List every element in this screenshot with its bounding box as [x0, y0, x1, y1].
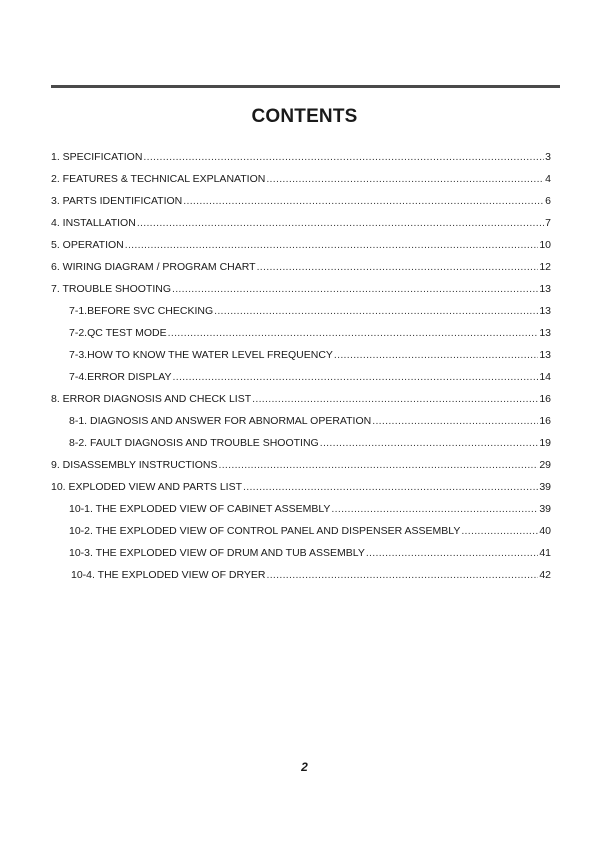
toc-entry-wiring-diagram[interactable] — [51, 261, 551, 283]
dot-leader — [143, 151, 544, 163]
toc-entry-operation[interactable] — [51, 239, 551, 261]
dot-leader — [372, 415, 538, 427]
toc-entry-label: 1. SPECIFICATION — [51, 151, 143, 163]
toc-entry-label: 10-3. THE EXPLODED VIEW OF DRUM AND TUB ASSEMBLY — [69, 547, 365, 559]
dot-leader — [331, 503, 538, 515]
toc-entry-fault-diagnosis[interactable] — [51, 437, 551, 459]
toc-entry-page: 14 — [539, 371, 551, 383]
dot-leader — [461, 525, 538, 537]
toc-entry-page: 4 — [545, 173, 551, 185]
toc-entry-page: 13 — [539, 305, 551, 317]
toc-entry-label: 10-4. THE EXPLODED VIEW OF DRYER — [71, 569, 266, 581]
dot-leader — [183, 195, 544, 207]
toc-entry-page: 40 — [539, 525, 551, 537]
dot-leader — [173, 371, 539, 383]
dot-leader — [125, 239, 539, 251]
toc-entry-page: 39 — [539, 503, 551, 515]
toc-entry-page: 13 — [539, 327, 551, 339]
dot-leader — [334, 349, 538, 361]
toc-entry-label: 7. TROUBLE SHOOTING — [51, 283, 171, 295]
toc-entry-features[interactable] — [51, 173, 551, 195]
toc-entry-abnormal-operation[interactable] — [51, 415, 551, 437]
page-number: 2 — [301, 760, 308, 774]
toc-entry-label: 8-2. FAULT DIAGNOSIS AND TROUBLE SHOOTING — [69, 437, 319, 449]
dot-leader — [320, 437, 539, 449]
toc-entry-trouble-shooting[interactable] — [51, 283, 551, 305]
toc-entry-page: 12 — [539, 261, 551, 273]
toc-entry-page: 3 — [545, 151, 551, 163]
toc-entry-label: 7-1.BEFORE SVC CHECKING — [69, 305, 214, 317]
toc-entry-dryer[interactable] — [51, 569, 551, 591]
dot-leader — [137, 217, 544, 229]
dot-leader — [266, 173, 544, 185]
toc-entry-label: 8. ERROR DIAGNOSIS AND CHECK LIST — [51, 393, 252, 405]
toc-entry-page: 41 — [539, 547, 551, 559]
toc-entry-specification[interactable] — [51, 151, 551, 173]
dot-leader — [252, 393, 538, 405]
toc-entry-page: 10 — [539, 239, 551, 251]
toc-entry-label: 10-1. THE EXPLODED VIEW OF CABINET ASSEMBLY — [69, 503, 331, 515]
toc-entry-before-svc-checking[interactable] — [51, 305, 551, 327]
dot-leader — [243, 481, 538, 493]
dot-leader — [214, 305, 538, 317]
toc-entry-label: 5. OPERATION — [51, 239, 124, 251]
toc-entry-label: 7-2.QC TEST MODE — [69, 327, 167, 339]
toc-entry-label: 4. INSTALLATION — [51, 217, 136, 229]
dot-leader — [218, 459, 538, 471]
dot-leader — [267, 569, 539, 581]
toc-entry-page: 13 — [539, 349, 551, 361]
toc-entry-disassembly[interactable] — [51, 459, 551, 481]
toc-entry-page: 7 — [545, 217, 551, 229]
toc-entry-page: 16 — [539, 415, 551, 427]
toc-entry-water-level-frequency[interactable] — [51, 349, 551, 371]
dot-leader — [366, 547, 538, 559]
toc-entry-cabinet-assembly[interactable] — [51, 503, 551, 525]
dot-leader — [168, 327, 539, 339]
toc-entry-parts-identification[interactable] — [51, 195, 551, 217]
toc-entry-page: 29 — [539, 459, 551, 471]
toc-entry-label: 10. EXPLODED VIEW AND PARTS LIST — [51, 481, 243, 493]
dot-leader — [257, 261, 539, 273]
toc-entry-qc-test-mode[interactable] — [51, 327, 551, 349]
toc-entry-label: 9. DISASSEMBLY INSTRUCTIONS — [51, 459, 218, 471]
toc-entry-label: 8-1. DIAGNOSIS AND ANSWER FOR ABNORMAL OPERATION — [69, 415, 372, 427]
toc-entry-label: 7-3.HOW TO KNOW THE WATER LEVEL FREQUENCY — [69, 349, 333, 361]
toc-entry-label: 3. PARTS IDENTIFICATION — [51, 195, 183, 207]
toc-entry-label: 6. WIRING DIAGRAM / PROGRAM CHART — [51, 261, 256, 273]
top-divider-rule — [51, 85, 560, 88]
toc-entry-error-display[interactable] — [51, 371, 551, 393]
toc-entry-installation[interactable] — [51, 217, 551, 239]
toc-entry-label: 10-2. THE EXPLODED VIEW OF CONTROL PANEL AND DISPENSER ASSEMBLY — [69, 525, 461, 537]
table-of-contents — [51, 151, 551, 591]
toc-entry-page: 39 — [539, 481, 551, 493]
toc-entry-label: 2. FEATURES & TECHNICAL EXPLANATION — [51, 173, 266, 185]
toc-entry-drum-tub-assembly[interactable] — [51, 547, 551, 569]
toc-entry-label: 7-4.ERROR DISPLAY — [69, 371, 172, 383]
toc-entry-page: 6 — [545, 195, 551, 207]
toc-entry-page: 19 — [539, 437, 551, 449]
toc-entry-page: 16 — [539, 393, 551, 405]
toc-entry-page: 42 — [539, 569, 551, 581]
toc-entry-exploded-view[interactable] — [51, 481, 551, 503]
toc-entry-error-diagnosis[interactable] — [51, 393, 551, 415]
toc-entry-control-panel-assembly[interactable] — [51, 525, 551, 547]
page-title: CONTENTS — [251, 106, 358, 127]
toc-entry-page: 13 — [539, 283, 551, 295]
dot-leader — [172, 283, 538, 295]
